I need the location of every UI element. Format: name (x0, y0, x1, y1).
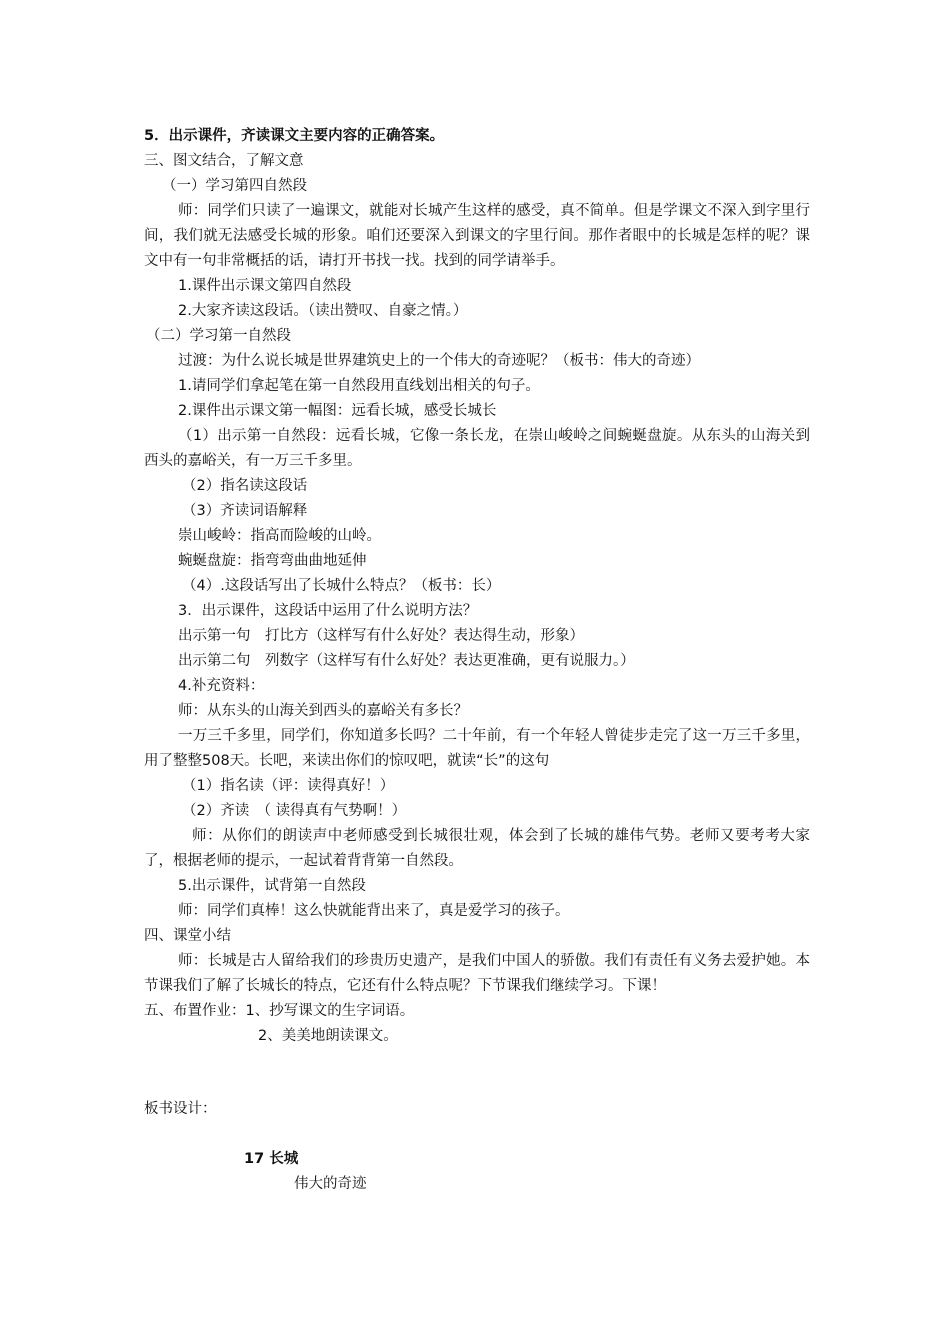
transition-line: 过渡：为什么说长城是世界建筑史上的一个伟大的奇迹呢？（板书：伟大的奇迹） (178, 353, 700, 369)
distance-paragraph: 一万三千多里，同学们，你知道多长吗？二十年前，有一个年轻人曾徒步走完了这一万三千多里，用了整整508天。长吧，来读出你们的惊叹吧，就读“长”的这句 (144, 728, 810, 769)
section-5-homework: 五、布置作业：1、抄写课文的生字词语。 (144, 1003, 415, 1019)
section-3-heading: 三、图文结合，了解文意 (144, 153, 304, 169)
word-definition-2: 蜿蜒盘旋：指弯弯曲曲地延伸 (178, 553, 367, 569)
sentence-1-method: 出示第一句 打比方（这样写有什么好处？表达得生动，形象） (178, 628, 584, 644)
step-3-courseware: 3．出示课件，这段话中运用了什么说明方法？ (178, 603, 478, 619)
teacher-paragraph-1: 师：同学们只读了一遍课文，就能对长城产生这样的感受，真不简单。但是学课文不深入到字里行间，我们就无法感受长城的形象。咱们还要深入到课文的字里行间。那作者眼中的长城是怎样的呢？课文中有一句非常概括的话，请打开书找一找。找到的同学请举手。 (144, 203, 810, 269)
teacher-praise: 师：同学们真棒！这么快就能背出来了，真是爱学习的孩子。 (178, 903, 570, 919)
teacher-question: 师：从东头的山海关到西头的嘉峪关有多长？ (178, 703, 468, 719)
word-definition-1: 崇山峻岭：指高而险峻的山岭。 (178, 528, 381, 544)
subsection-2-heading: （二）学习第一自然段 (146, 328, 291, 344)
group-reading-comment: （2）齐读 （ 读得真有气势啊！） (182, 803, 407, 819)
named-reading-comment: （1）指名读（评：读得真好！） (182, 778, 395, 794)
step-4-supplement: 4.补充资料： (178, 678, 265, 694)
subsection-1-heading: （一）学习第四自然段 (162, 178, 307, 194)
sentence-2-method: 出示第二句 列数字（这样写有什么好处？表达更准确，更有说服力。） (178, 653, 635, 669)
board-title: 17 长城 (244, 1151, 299, 1167)
step-2-read-aloud: 2.大家齐读这段话。（读出赞叹、自豪之情。） (178, 303, 468, 319)
paragraph-one-text: （1）出示第一自然段：远看长城，它像一条长龙，在崇山峻岭之间蜿蜒盘旋。从东头的山海关到西头的嘉峪关，有一万三千多里。 (144, 428, 810, 469)
step-1-courseware: 1.课件出示课文第四自然段 (178, 278, 352, 294)
summary-paragraph: 师：长城是古人留给我们的珍贵历史遗产，是我们中国人的骄傲。我们有责任有义务去爱护她。本节课我们了解了长城长的特点，它还有什么特点呢？下节课我们继续学习。下课！ (144, 953, 810, 994)
item-4-question: （4）.这段话写出了长城什么特点？（板书：长） (182, 578, 501, 594)
homework-item-2: 2、美美地朗读课文。 (258, 1028, 398, 1044)
section-4-heading: 四、课堂小结 (144, 928, 231, 944)
step-1-underline: 1.请同学们拿起笔在第一自然段用直线划出相关的句子。 (178, 378, 540, 394)
step-5-heading: 5．出示课件，齐读课文主要内容的正确答案。 (144, 128, 445, 144)
step-2-picture: 2.课件出示课文第一幅图：远看长城，感受长城长 (178, 403, 497, 419)
board-subtitle: 伟大的奇迹 (294, 1176, 367, 1192)
item-2-named-reading: （2）指名读这段话 (182, 478, 308, 494)
board-design-label: 板书设计： (144, 1101, 217, 1117)
step-5-recite: 5.出示课件，试背第一自然段 (178, 878, 366, 894)
item-3-word-explanation: （3）齐读词语解释 (182, 503, 308, 519)
teacher-paragraph-2: 师：从你们的朗读声中老师感受到长城很壮观，体会到了长城的雄伟气势。老师又要考考大家了，根据老师的提示，一起试着背背第一自然段。 (144, 828, 810, 869)
